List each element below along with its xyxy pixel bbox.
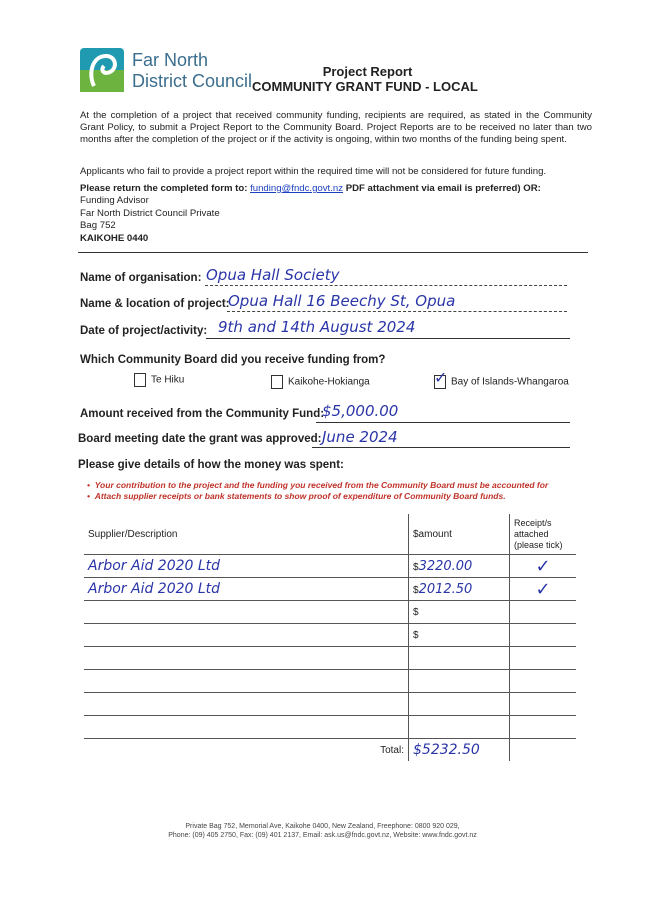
meeting-label: Board meeting date the grant was approved: <box>78 433 322 445</box>
total-receipt-cell <box>510 739 577 762</box>
supplier-cell[interactable] <box>84 647 409 670</box>
receipt-tick[interactable] <box>510 624 577 647</box>
checkbox[interactable] <box>134 373 146 387</box>
return-instructions <box>80 183 541 194</box>
amount-underline <box>316 422 570 423</box>
table-total-row <box>84 739 576 762</box>
instruction-bullet: • Attach supplier receipts or bank statements to show proof of expenditure of Community Board funds. <box>87 491 506 501</box>
table-row[interactable] <box>84 601 576 624</box>
supplier-cell[interactable] <box>84 670 409 693</box>
page-subtitle: COMMUNITY GRANT FUND - LOCAL <box>252 79 478 94</box>
org-value[interactable]: Opua Hall Society <box>206 266 340 284</box>
receipt-tick[interactable] <box>510 601 577 624</box>
org-label: Name of organisation: <box>80 272 202 284</box>
date-underline <box>206 338 570 339</box>
page-title: Project Report <box>322 64 413 79</box>
board-option-te-hiku[interactable] <box>134 373 184 387</box>
return-prefix: Please return the completed form to: <box>80 183 248 194</box>
table-row[interactable] <box>84 693 576 716</box>
address-block <box>80 195 220 245</box>
table-row[interactable] <box>84 578 576 601</box>
meeting-value[interactable]: June 2024 <box>322 428 398 446</box>
amount-cell[interactable] <box>409 555 510 578</box>
supplier-cell[interactable]: Arbor Aid 2020 Ltd <box>84 578 409 601</box>
header-supplier: Supplier/Description <box>84 514 409 555</box>
amount-label: Amount received from the Community Fund: <box>80 408 325 420</box>
amount-cell[interactable] <box>409 670 510 693</box>
header-amount: $amount <box>409 514 510 555</box>
board-question: Which Community Board did you receive funding from? <box>80 354 386 366</box>
address-line: KAIKOHE 0440 <box>80 232 149 244</box>
footer-line: Private Bag 752, Memorial Ave, Kaikohe 0400, New Zealand, Freephone: 0800 920 029, <box>185 823 460 830</box>
dollar-sign: $ <box>413 606 419 618</box>
address-line: Bag 752 <box>80 220 116 231</box>
project-underline <box>227 311 567 312</box>
project-value[interactable]: Opua Hall 16 Beechy St, Opua <box>228 292 456 310</box>
warning-text: Applicants who fail to provide a project report within the required time will not be considered for future funding. <box>80 166 547 177</box>
org-name-line1: Far North <box>132 50 209 70</box>
intro-paragraph: At the completion of a project that received community funding, recipients are required, as stated in the Community Grant Policy, to submit a Project Report to the Community Board. Project Reports are to be received no later than two months after the completion of the project or if the activity is ongoing, within two months of the funding being spent. <box>80 110 592 145</box>
receipt-tick[interactable]: ✓ <box>510 578 577 601</box>
return-email-link[interactable]: funding@fndc.govt.nz <box>250 183 344 194</box>
table-row[interactable] <box>84 716 576 739</box>
checkmark-icon: ✓ <box>434 368 448 387</box>
amount-value[interactable]: $5,000.00 <box>322 402 399 420</box>
address-line: Far North District Council Private <box>80 207 220 219</box>
supplier-cell[interactable] <box>84 601 409 624</box>
board-option-bay-of-islands[interactable] <box>434 368 569 389</box>
receipt-tick[interactable] <box>510 647 577 670</box>
return-suffix: PDF attachment via email is preferred) OR: <box>345 183 541 194</box>
address-line: Funding Advisor <box>80 195 149 206</box>
table-row[interactable] <box>84 670 576 693</box>
amount-cell[interactable] <box>409 716 510 739</box>
header-receipt: Receipt/s attached (please tick) <box>510 514 577 555</box>
checkbox-checked[interactable] <box>434 368 448 389</box>
option-label: Bay of Islands-Whangaroa <box>451 376 569 388</box>
receipt-tick[interactable]: ✓ <box>510 555 577 578</box>
amount-cell[interactable] <box>409 647 510 670</box>
footer-line: Phone: (09) 405 2750, Fax: (09) 401 2137, Email: ask.us@fndc.govt.nz, Website: www.fndc.govt.nz <box>168 832 477 839</box>
date-value[interactable]: 9th and 14th August 2024 <box>218 318 416 336</box>
option-label: Kaikohe-Hokianga <box>288 376 370 388</box>
org-name-line2: District Council <box>132 71 253 91</box>
date-label: Date of project/activity: <box>80 325 208 337</box>
option-label: Te Hiku <box>151 374 185 386</box>
table-row[interactable] <box>84 647 576 670</box>
instruction-bullet: • Your contribution to the project and the funding you received from the Community Board must be accounted for <box>87 480 549 490</box>
receipt-tick[interactable] <box>510 670 577 693</box>
table-header-row <box>84 514 576 555</box>
dollar-sign: $ <box>413 561 419 573</box>
checkbox[interactable] <box>271 375 283 389</box>
amount-value: 2012.50 <box>418 581 473 597</box>
meeting-underline <box>312 447 570 448</box>
expenditure-table <box>84 514 576 761</box>
amount-cell[interactable] <box>409 578 510 601</box>
amount-cell[interactable] <box>409 693 510 716</box>
supplier-cell[interactable] <box>84 716 409 739</box>
dollar-sign: $ <box>413 584 419 596</box>
project-label: Name & location of project: <box>80 298 230 310</box>
divider <box>78 252 588 253</box>
supplier-cell[interactable] <box>84 624 409 647</box>
supplier-cell[interactable]: Arbor Aid 2020 Ltd <box>84 555 409 578</box>
details-label: Please give details of how the money was spent: <box>78 459 344 471</box>
footer-address <box>0 822 645 840</box>
amount-value: 3220.00 <box>418 558 473 574</box>
total-label: Total: <box>380 744 404 756</box>
amount-cell[interactable] <box>409 601 510 624</box>
receipt-tick[interactable] <box>510 693 577 716</box>
supplier-cell[interactable] <box>84 693 409 716</box>
total-value[interactable]: $5232.50 <box>409 739 510 762</box>
table-row[interactable] <box>84 555 576 578</box>
board-option-kaikohe-hokianga[interactable] <box>271 375 370 389</box>
table-row[interactable] <box>84 624 576 647</box>
receipt-tick[interactable] <box>510 716 577 739</box>
org-underline <box>205 285 567 286</box>
dollar-sign: $ <box>413 629 419 641</box>
amount-cell[interactable] <box>409 624 510 647</box>
